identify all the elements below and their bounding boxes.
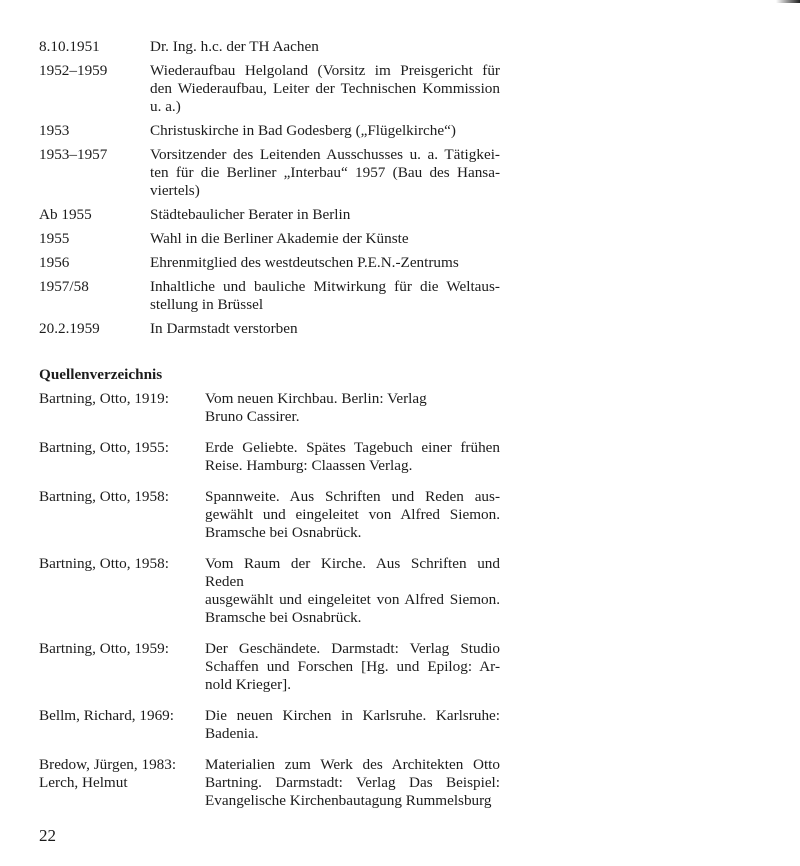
source-citation: [205, 439, 500, 475]
chronology-description: [150, 320, 500, 338]
text-line: stellung in Brüssel: [150, 296, 264, 313]
text-line: Dr. Ing. h.c. der TH Aachen: [150, 38, 319, 55]
text-line: Bramsche bei Osnabrück.: [205, 524, 362, 541]
chronology-row: [39, 62, 500, 116]
page-number: 22: [39, 826, 56, 845]
source-author: [39, 390, 205, 408]
source-author: [39, 640, 205, 658]
text-line: Der Geschändete. Darmstadt: Verlag Studio: [205, 640, 500, 657]
chronology-date: 1953: [39, 122, 70, 139]
author-line: Bartning, Otto, 1919:: [39, 390, 169, 407]
chronology-row: [39, 254, 500, 272]
source-entry: [39, 640, 500, 694]
author-line: Bartning, Otto, 1955:: [39, 439, 169, 456]
chronology-description: [150, 254, 500, 272]
chronology-description: [150, 230, 500, 248]
source-entry: [39, 555, 500, 627]
author-line: Bredow, Jürgen, 1983:: [39, 756, 177, 773]
source-citation: [205, 756, 500, 810]
text-line: Christuskirche in Bad Godesberg („Flügelkirche“): [150, 122, 456, 139]
source-entry: [39, 707, 500, 743]
text-line: Reise. Hamburg: Claassen Verlag.: [205, 457, 413, 474]
author-line: Bartning, Otto, 1958:: [39, 488, 169, 505]
chronology-date: Ab 1955: [39, 206, 92, 223]
chronology-date: 1956: [39, 254, 70, 271]
chronology-description: [150, 146, 500, 200]
chronology-row: [39, 146, 500, 200]
scan-corner-mark: [776, 0, 800, 3]
source-entry: [39, 390, 500, 426]
chronology-date: 1952–1959: [39, 62, 108, 79]
text-line: Erde Geliebte. Spätes Tagebuch einer frühen: [205, 439, 500, 456]
source-entry: [39, 439, 500, 475]
author-line: Bartning, Otto, 1958:: [39, 555, 169, 572]
chronology-description: [150, 38, 500, 56]
text-line: Bramsche bei Osnabrück.: [205, 609, 362, 626]
text-line: den Wiederaufbau, Leiter der Technischen Kommission: [150, 80, 500, 97]
text-line: ten für die Berliner „Interbau“ 1957 (Bau des Hansa-: [150, 164, 500, 181]
text-line: nold Krieger].: [205, 676, 292, 693]
chronology-date: 1953–1957: [39, 146, 108, 163]
text-line: Vorsitzender des Leitenden Ausschusses u. a. Tätigkei-: [150, 146, 500, 163]
text-line: Wiederaufbau Helgoland (Vorsitz im Preisgericht für: [150, 62, 500, 79]
source-author: [39, 756, 205, 792]
text-line: Vom Raum der Kirche. Aus Schriften und Reden: [205, 555, 500, 590]
text-line: Die neuen Kirchen in Karlsruhe. Karlsruhe:: [205, 707, 500, 724]
chronology-date: 1955: [39, 230, 70, 247]
source-author: [39, 555, 205, 573]
text-line: gewählt und eingeleitet von Alfred Siemon.: [205, 506, 500, 523]
text-line: Vom neuen Kirchbau. Berlin: Verlag: [205, 390, 427, 407]
text-line: Inhaltliche und bauliche Mitwirkung für die Weltaus-: [150, 278, 500, 295]
chronology-row: [39, 38, 500, 56]
text-line: Bartning. Darmstadt: Verlag Das Beispiel:: [205, 774, 500, 791]
chronology-description: [150, 122, 500, 140]
text-line: Materialien zum Werk des Architekten Otto: [205, 756, 500, 773]
page-content: [39, 38, 500, 810]
text-line: In Darmstadt verstorben: [150, 320, 298, 337]
author-line: Bartning, Otto, 1959:: [39, 640, 169, 657]
text-line: viertels): [150, 182, 200, 199]
text-line: Ehrenmitglied des westdeutschen P.E.N.-Zentrums: [150, 254, 459, 271]
chronology-date: 1957/58: [39, 278, 89, 295]
sources-list: [39, 390, 500, 810]
chronology-date: 8.10.1951: [39, 38, 100, 55]
source-citation: [205, 707, 500, 743]
source-author: [39, 707, 205, 725]
source-author: [39, 488, 205, 506]
chronology-row: [39, 320, 500, 338]
text-line: u. a.): [150, 98, 181, 115]
text-line: Wahl in die Berliner Akademie der Künste: [150, 230, 409, 247]
chronology-description: [150, 278, 500, 314]
chronology-row: [39, 206, 500, 224]
source-entry: [39, 488, 500, 542]
chronology-row: [39, 122, 500, 140]
text-line: ausgewählt und eingeleitet von Alfred Siemon.: [205, 591, 500, 608]
source-citation: [205, 488, 500, 542]
chronology-description: [150, 206, 500, 224]
source-citation: [205, 555, 500, 627]
author-line: Lerch, Helmut: [39, 774, 128, 791]
source-citation: [205, 390, 500, 426]
section-title-sources: Quellenverzeichnis: [39, 366, 163, 383]
source-citation: [205, 640, 500, 694]
text-line: Städtebaulicher Berater in Berlin: [150, 206, 351, 223]
text-line: Bruno Cassirer.: [205, 408, 300, 425]
chronology-date: 20.2.1959: [39, 320, 100, 337]
source-entry: [39, 756, 500, 810]
text-line: Badenia.: [205, 725, 259, 742]
text-line: Evangelische Kirchenbautagung Rummelsburg: [205, 792, 492, 809]
author-line: Bellm, Richard, 1969:: [39, 707, 174, 724]
chronology-table: [39, 38, 500, 338]
source-author: [39, 439, 205, 457]
chronology-row: [39, 278, 500, 314]
text-line: Spannweite. Aus Schriften und Reden aus-: [205, 488, 500, 505]
chronology-row: [39, 230, 500, 248]
text-line: Schaffen und Forschen [Hg. und Epilog: Ar-: [205, 658, 500, 675]
chronology-description: [150, 62, 500, 116]
